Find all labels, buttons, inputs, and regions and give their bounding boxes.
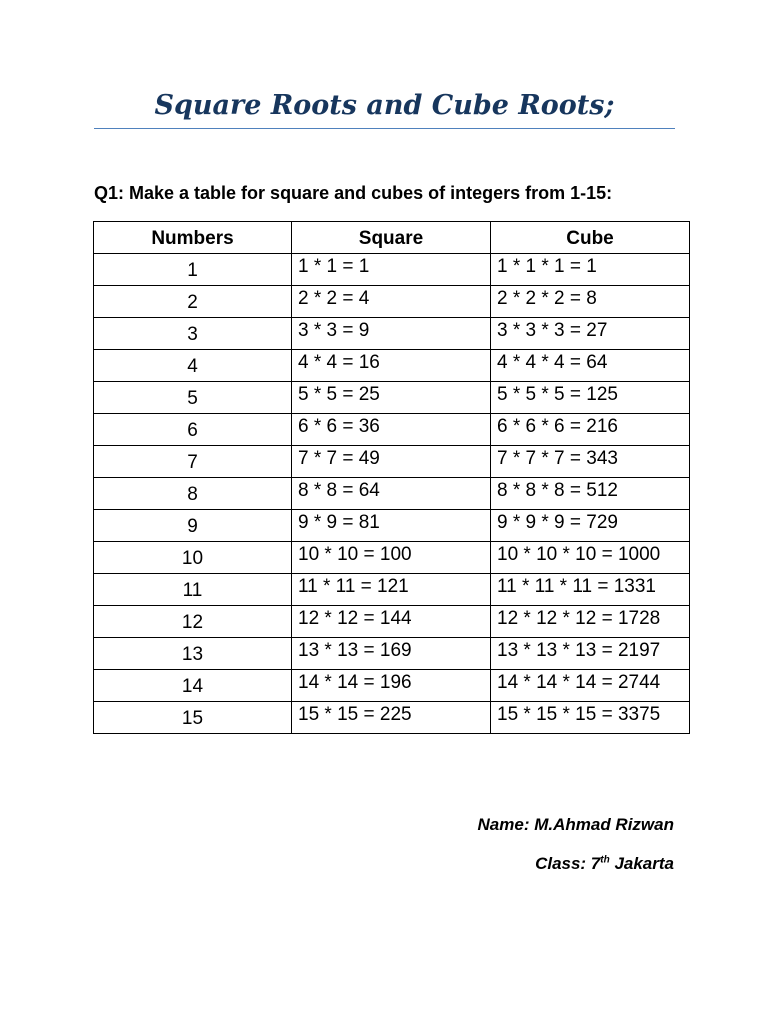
table-row: [94, 254, 690, 286]
table-header-row: [94, 222, 690, 254]
header-cube: Cube: [491, 222, 690, 254]
number-cell: 7: [94, 446, 292, 478]
class-suffix: Jakarta: [609, 854, 674, 873]
cube-cell: 13 * 13 * 13 = 2197: [491, 638, 690, 670]
square-cell: 3 * 3 = 9: [292, 318, 491, 350]
square-cell: 10 * 10 = 100: [292, 542, 491, 574]
question-text: Q1: Make a table for square and cubes of integers from 1-15:: [94, 183, 613, 203]
number-cell: 2: [94, 286, 292, 318]
table-row: [94, 318, 690, 350]
number-cell: 15: [94, 702, 292, 734]
cube-cell: 11 * 11 * 11 = 1331: [491, 574, 690, 606]
cube-cell: 4 * 4 * 4 = 64: [491, 350, 690, 382]
cube-cell: 14 * 14 * 14 = 2744: [491, 670, 690, 702]
square-cell: 6 * 6 = 36: [292, 414, 491, 446]
number-cell: 9: [94, 510, 292, 542]
number-cell: 11: [94, 574, 292, 606]
table-row: [94, 542, 690, 574]
cube-cell: 9 * 9 * 9 = 729: [491, 510, 690, 542]
cube-cell: 1 * 1 * 1 = 1: [491, 254, 690, 286]
number-cell: 12: [94, 606, 292, 638]
square-cell: 15 * 15 = 225: [292, 702, 491, 734]
cube-cell: 5 * 5 * 5 = 125: [491, 382, 690, 414]
square-cell: 1 * 1 = 1: [292, 254, 491, 286]
number-cell: 5: [94, 382, 292, 414]
student-name: Name: M.Ahmad Rizwan: [477, 815, 674, 834]
square-cell: 11 * 11 = 121: [292, 574, 491, 606]
square-cell: 9 * 9 = 81: [292, 510, 491, 542]
squares-cubes-table: [93, 221, 690, 734]
square-cell: 5 * 5 = 25: [292, 382, 491, 414]
page-title: Square Roots and Cube Roots;: [154, 90, 615, 121]
class-superscript: th: [600, 854, 610, 866]
table-row: [94, 702, 690, 734]
header-square: Square: [292, 222, 491, 254]
table-row: [94, 510, 690, 542]
table-row: [94, 606, 690, 638]
table-row: [94, 446, 690, 478]
square-cell: 8 * 8 = 64: [292, 478, 491, 510]
table-row: [94, 286, 690, 318]
table-row: [94, 478, 690, 510]
class-prefix: Class: 7: [535, 854, 601, 873]
number-cell: 3: [94, 318, 292, 350]
header-numbers: Numbers: [94, 222, 292, 254]
number-cell: 6: [94, 414, 292, 446]
square-cell: 14 * 14 = 196: [292, 670, 491, 702]
table-row: [94, 382, 690, 414]
cube-cell: 15 * 15 * 15 = 3375: [491, 702, 690, 734]
square-cell: 13 * 13 = 169: [292, 638, 491, 670]
cube-cell: 10 * 10 * 10 = 1000: [491, 542, 690, 574]
table-row: [94, 350, 690, 382]
cube-cell: 3 * 3 * 3 = 27: [491, 318, 690, 350]
cube-cell: 7 * 7 * 7 = 343: [491, 446, 690, 478]
cube-cell: 2 * 2 * 2 = 8: [491, 286, 690, 318]
number-cell: 4: [94, 350, 292, 382]
title-underline: [94, 128, 675, 129]
table-row: [94, 638, 690, 670]
cube-cell: 8 * 8 * 8 = 512: [491, 478, 690, 510]
table-row: [94, 574, 690, 606]
square-cell: 12 * 12 = 144: [292, 606, 491, 638]
square-cell: 7 * 7 = 49: [292, 446, 491, 478]
cube-cell: 6 * 6 * 6 = 216: [491, 414, 690, 446]
number-cell: 1: [94, 254, 292, 286]
number-cell: 14: [94, 670, 292, 702]
cube-cell: 12 * 12 * 12 = 1728: [491, 606, 690, 638]
square-cell: 4 * 4 = 16: [292, 350, 491, 382]
table-row: [94, 670, 690, 702]
student-class: [535, 853, 674, 875]
table-row: [94, 414, 690, 446]
number-cell: 10: [94, 542, 292, 574]
number-cell: 8: [94, 478, 292, 510]
square-cell: 2 * 2 = 4: [292, 286, 491, 318]
number-cell: 13: [94, 638, 292, 670]
